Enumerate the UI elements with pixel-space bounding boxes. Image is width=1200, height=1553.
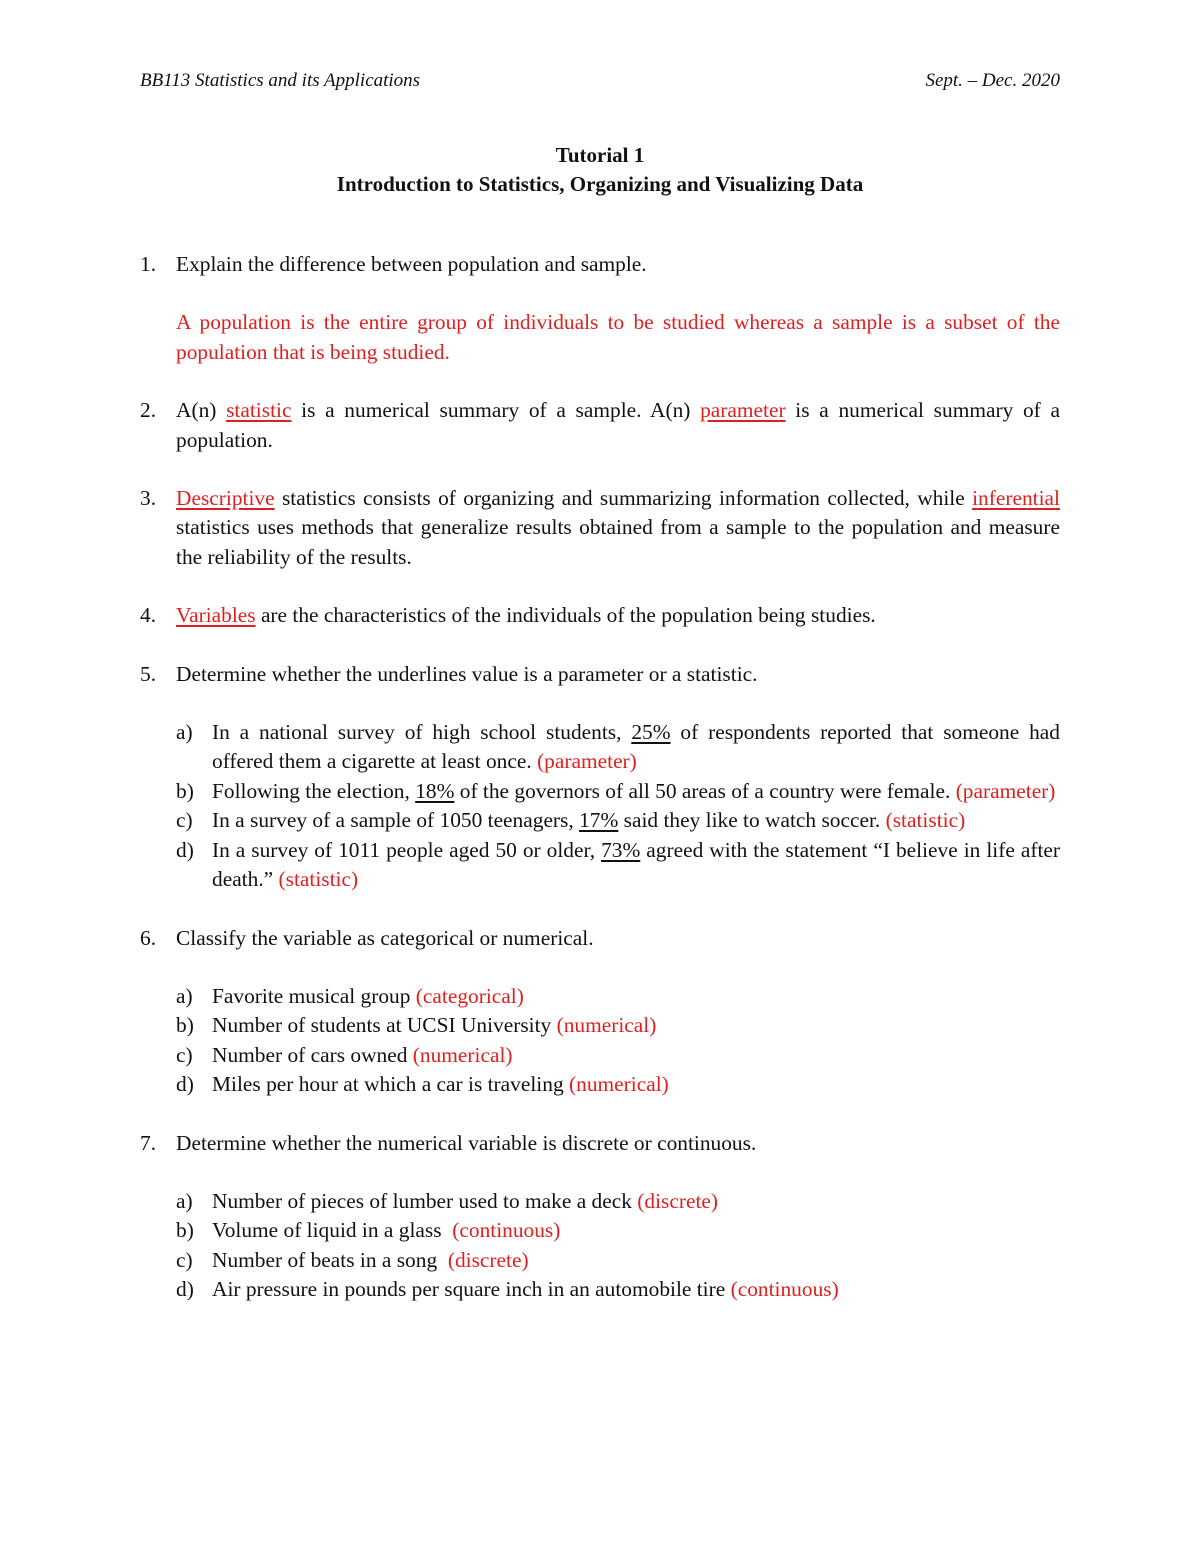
question-3	[140, 484, 1060, 572]
question-2	[140, 396, 1060, 455]
text-part: of respondents reported that someone had offered them a cigarette at least once.	[212, 720, 1060, 774]
sub-text	[212, 806, 1060, 835]
sub-question-list	[176, 1187, 1060, 1305]
text-part: Number of pieces of lumber used to make a deck	[212, 1188, 638, 1213]
question-text: Classify the variable as categorical or numerical.	[176, 925, 594, 950]
text-part: A(n)	[176, 398, 227, 423]
text-part: statistics consists of organizing and summarizing information collected, while	[274, 486, 973, 511]
answer: (parameter)	[537, 749, 637, 774]
sub-label: d)	[176, 837, 194, 862]
answer-blank: Variables	[176, 603, 256, 628]
answer: (parameter)	[955, 778, 1056, 803]
sub-label: b)	[176, 1013, 194, 1038]
question-1	[140, 250, 1060, 279]
term-dates: Sept. – Dec. 2020	[925, 70, 1060, 91]
sub-text	[212, 1246, 1060, 1275]
sub-label: c)	[176, 1247, 193, 1272]
sub-label: d)	[176, 1277, 194, 1302]
question-5	[140, 660, 1060, 689]
question-6	[140, 924, 1060, 953]
answer: (continuous)	[452, 1218, 561, 1243]
sub-text	[212, 836, 1060, 895]
sub-question-7c	[176, 1246, 1060, 1275]
sub-question-7b	[176, 1216, 1060, 1245]
question-text: Determine whether the numerical variable is discrete or continuous.	[176, 1130, 757, 1155]
page-title	[0, 141, 1200, 199]
text-part: is a numerical summary of a population.	[176, 398, 1060, 452]
sub-question-5c	[176, 806, 1060, 835]
sub-text	[212, 1041, 1060, 1070]
question-4	[140, 601, 1060, 630]
answer-blank: parameter	[700, 398, 786, 423]
sub-text	[212, 1070, 1060, 1099]
text-part: Volume of liquid in a glass	[212, 1218, 453, 1243]
answer-blank: Descriptive	[176, 486, 275, 511]
tutorial-number: Tutorial 1	[555, 143, 645, 167]
sub-question-5a	[176, 718, 1060, 777]
text-part: In a survey of a sample of 1050 teenagers,	[212, 808, 580, 833]
text-part: Number of beats in a song	[212, 1247, 448, 1272]
answer: (discrete)	[447, 1247, 529, 1272]
sub-question-list	[176, 982, 1060, 1100]
text-part: Number of students at UCSI University	[212, 1013, 557, 1038]
sub-text	[212, 777, 1060, 806]
text-part: Air pressure in pounds per square inch in an automobile tire	[212, 1277, 731, 1302]
answer-blank: inferential	[972, 486, 1060, 511]
question-number: 5.	[140, 661, 157, 686]
sub-text	[212, 1011, 1060, 1040]
text-part: Following the election,	[212, 778, 416, 803]
question-7	[140, 1129, 1060, 1158]
answer: (discrete)	[637, 1188, 719, 1213]
sub-question-7d	[176, 1275, 1060, 1304]
question-list	[140, 250, 1060, 1305]
sub-label: c)	[176, 1042, 193, 1067]
sub-label: a)	[176, 720, 193, 745]
text-part: of the governors of all 50 areas of a country were female.	[454, 778, 956, 803]
sub-question-5d	[176, 836, 1060, 895]
question-text	[176, 601, 1060, 630]
question-number: 2.	[140, 398, 157, 423]
sub-text	[212, 1187, 1060, 1216]
question-number: 6.	[140, 925, 157, 950]
answer: (categorical)	[415, 983, 524, 1008]
question-number: 1.	[140, 252, 157, 276]
underlined-value: 73%	[601, 837, 641, 862]
text-part: In a national survey of high school students,	[212, 720, 632, 745]
question-text	[176, 484, 1060, 572]
answer: (statistic)	[278, 867, 359, 892]
text-part: Number of cars owned	[212, 1042, 413, 1067]
question-number: 4.	[140, 603, 157, 628]
sub-label: d)	[176, 1072, 194, 1097]
sub-text	[212, 1216, 1060, 1245]
text-part: statistics uses methods that generalize results obtained from a sample to the population and measure the reliability of the results.	[176, 515, 1060, 569]
sub-text	[212, 982, 1060, 1011]
sub-question-6c	[176, 1041, 1060, 1070]
sub-question-5b	[176, 777, 1060, 806]
question-number: 3.	[140, 486, 157, 511]
text-part: Miles per hour at which a car is traveling	[212, 1072, 569, 1097]
underlined-value: 17%	[579, 808, 619, 833]
sub-label: a)	[176, 983, 193, 1008]
sub-label: b)	[176, 1218, 194, 1243]
sub-label: b)	[176, 778, 194, 803]
sub-label: c)	[176, 808, 193, 833]
sub-question-7a	[176, 1187, 1060, 1216]
sub-label: a)	[176, 1188, 193, 1213]
answer-1: A population is the entire group of individuals to be studied whereas a sample is a subset of the population that is being studied.	[176, 310, 1060, 364]
tutorial-subtitle: Introduction to Statistics, Organizing and Visualizing Data	[336, 172, 864, 196]
underlined-value: 25%	[631, 720, 671, 745]
text-part: In a survey of 1011 people aged 50 or older,	[212, 837, 602, 862]
text-part: are the characteristics of the individuals of the population being studies.	[255, 603, 876, 628]
text-part: is a numerical summary of a sample. A(n)	[291, 398, 701, 423]
sub-question-6b	[176, 1011, 1060, 1040]
text-part: agreed with the statement “I believe in life after death.”	[212, 837, 1061, 892]
answer: (numerical)	[556, 1013, 657, 1038]
text-part: Favorite musical group	[212, 983, 416, 1008]
sub-text	[212, 718, 1060, 777]
answer: (numerical)	[569, 1072, 669, 1097]
underlined-value: 18%	[415, 778, 455, 803]
sub-text	[212, 1275, 1060, 1304]
sub-question-6a	[176, 982, 1060, 1011]
course-name: BB113 Statistics and its Applications	[140, 70, 421, 91]
answer-blank: statistic	[226, 398, 292, 423]
answer: (statistic)	[885, 808, 966, 833]
text-part: said they like to watch soccer.	[618, 808, 886, 833]
answer: (continuous)	[730, 1277, 839, 1302]
sub-question-list	[176, 718, 1060, 894]
answer: (numerical)	[412, 1042, 513, 1067]
question-text: Explain the difference between population and sample.	[176, 252, 647, 276]
question-number: 7.	[140, 1130, 157, 1155]
question-text: Determine whether the underlines value is a parameter or a statistic.	[176, 661, 758, 686]
sub-question-6d	[176, 1070, 1060, 1099]
page-header	[140, 70, 1060, 92]
question-text	[176, 396, 1060, 455]
